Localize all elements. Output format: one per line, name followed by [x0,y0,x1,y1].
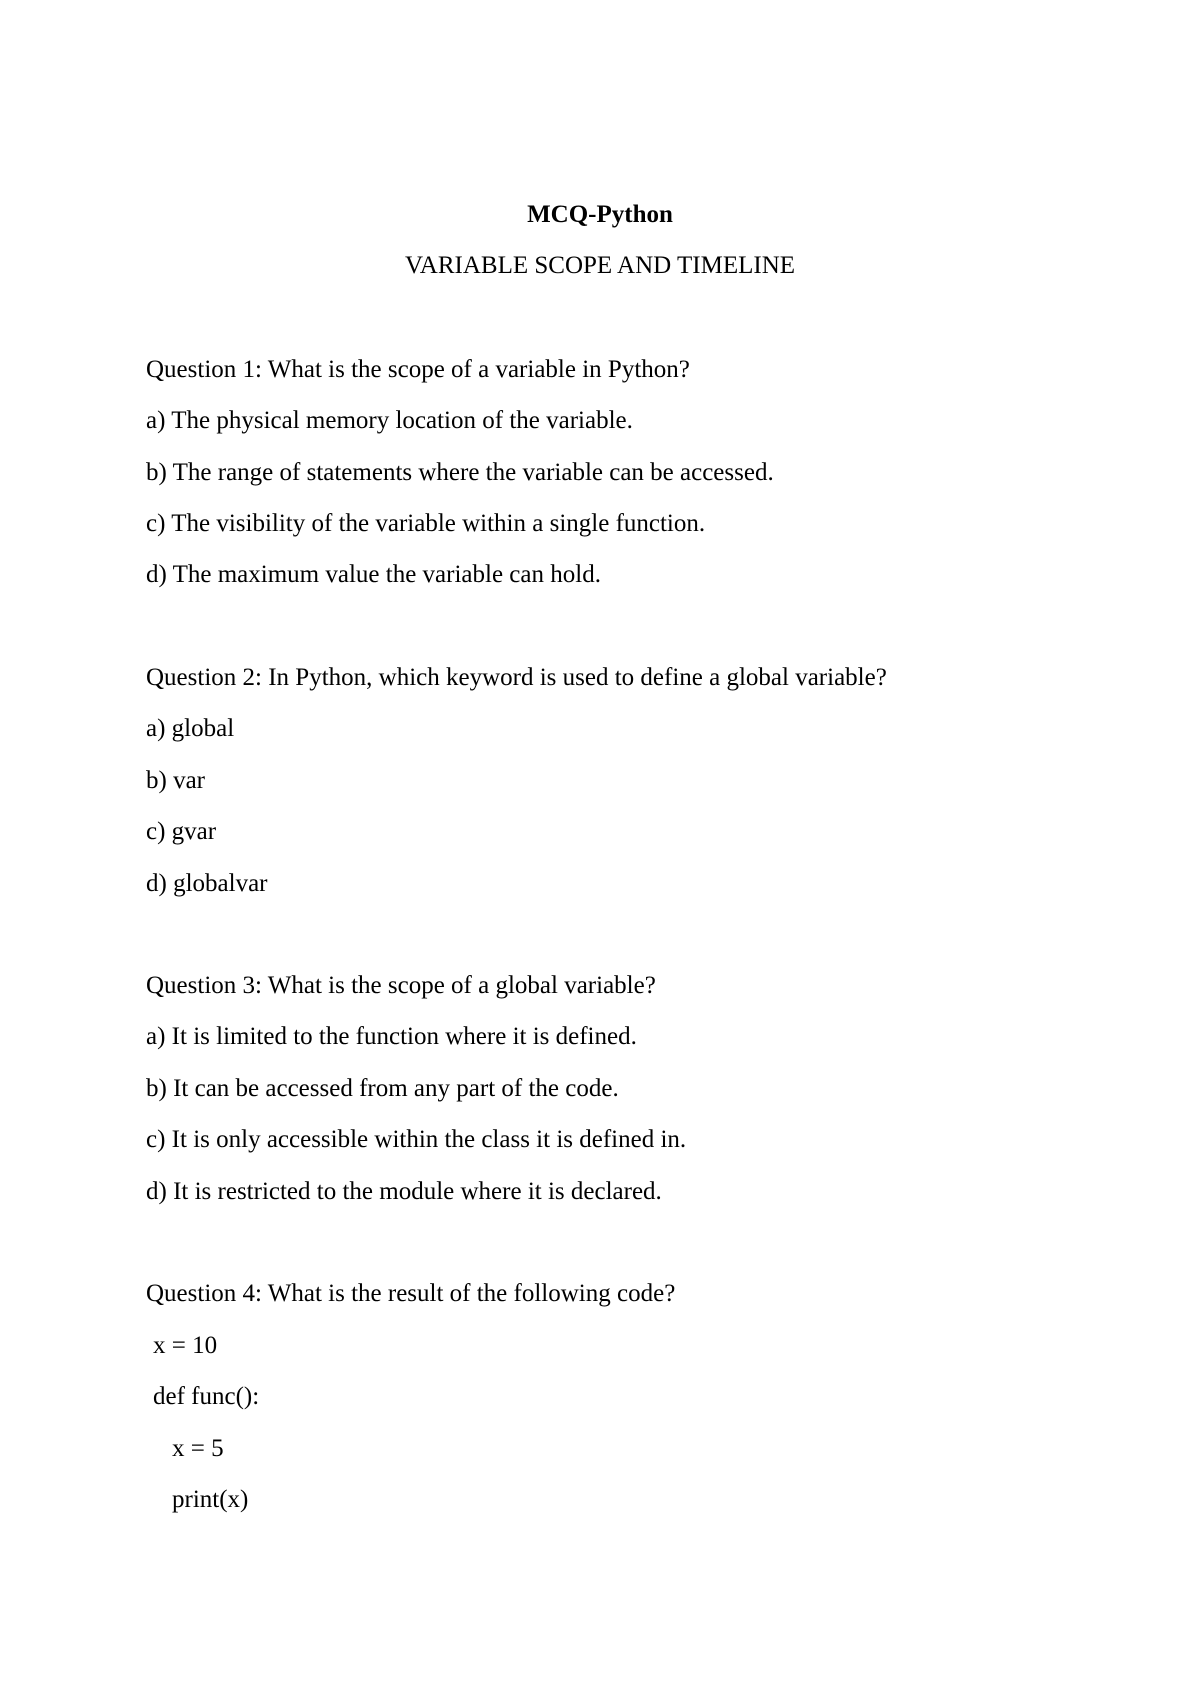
question-2-option-b: b) var [146,767,205,794]
question-4-code-line-2: def func(): [153,1383,260,1410]
question-1-option-b: b) The range of statements where the variable can be accessed. [146,459,774,486]
question-3-option-b: b) It can be accessed from any part of the code. [146,1075,619,1102]
question-3-option-a: a) It is limited to the function where it is defined. [146,1023,637,1050]
question-1-option-a: a) The physical memory location of the variable. [146,407,633,434]
question-1-option-c: c) The visibility of the variable within a single function. [146,510,706,537]
question-2-option-d: d) globalvar [146,870,268,897]
question-4-code-line-1: x = 10 [153,1332,218,1359]
question-1-option-d: d) The maximum value the variable can hold. [146,561,601,588]
question-2-option-a: a) global [146,715,235,742]
question-3-option-c: c) It is only accessible within the class it is defined in. [146,1126,687,1153]
question-2-option-c: c) gvar [146,818,217,845]
question-1-text: Question 1: What is the scope of a variable in Python? [146,356,690,383]
question-3-text: Question 3: What is the scope of a global variable? [146,972,656,999]
question-3-option-d: d) It is restricted to the module where it is declared. [146,1178,662,1205]
question-4-code-line-3: x = 5 [172,1435,224,1462]
document-subtitle: VARIABLE SCOPE AND TIMELINE [404,252,796,279]
document-title: MCQ-Python [527,201,673,228]
question-4-text: Question 4: What is the result of the following code? [146,1280,676,1307]
question-4-code-line-4: print(x) [172,1486,249,1513]
question-2-text: Question 2: In Python, which keyword is used to define a global variable? [146,664,887,691]
